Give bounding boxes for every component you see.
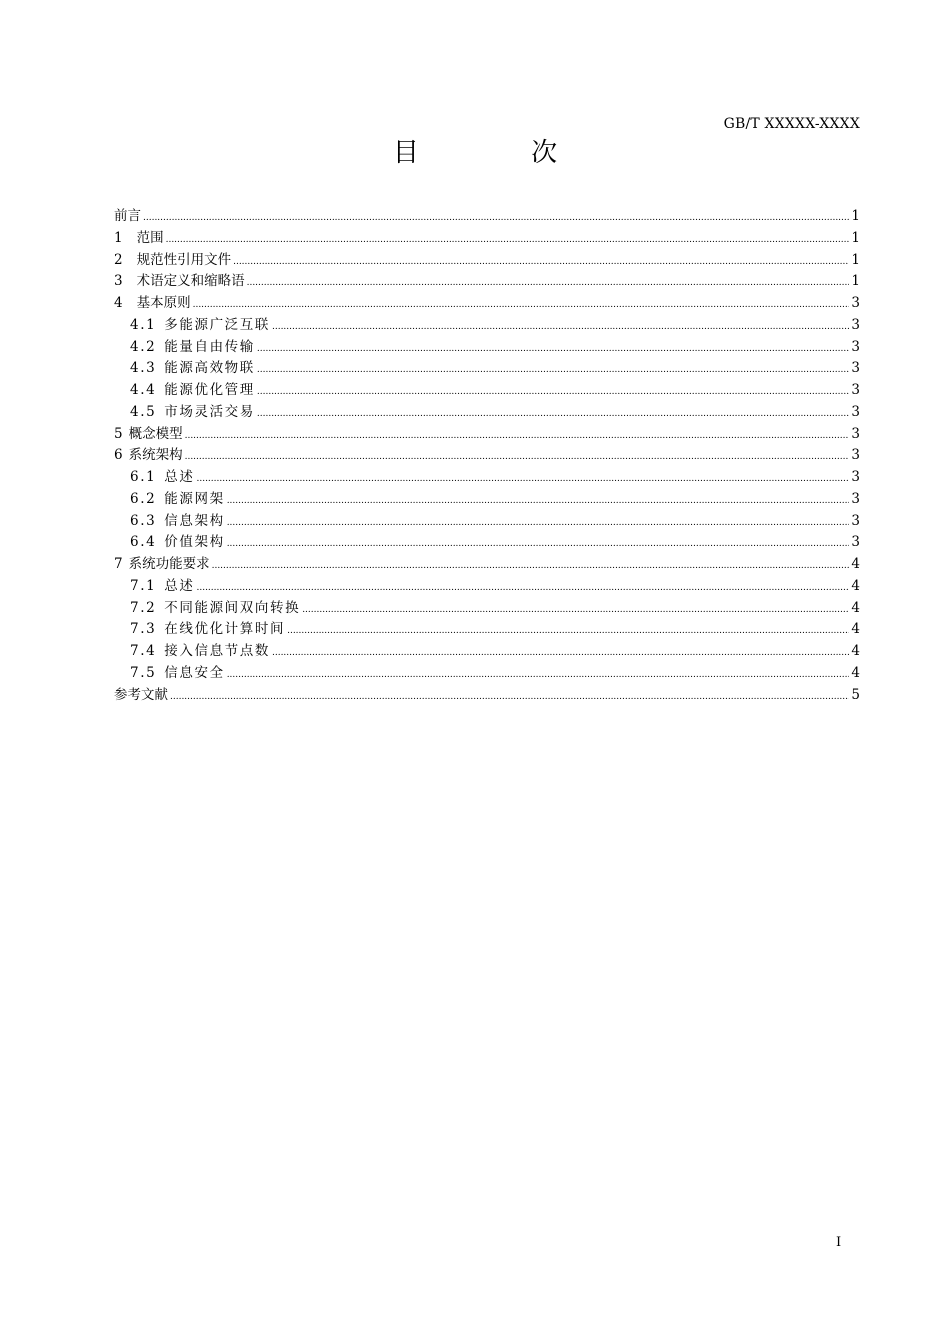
toc-entry-number: 6.4 bbox=[130, 534, 157, 551]
toc-dot-leader bbox=[196, 467, 849, 489]
toc-entry-title: 信息架构 bbox=[164, 512, 225, 529]
toc-entry[interactable] bbox=[114, 424, 860, 446]
toc-entry-title: 规范性引用文件 bbox=[136, 251, 232, 268]
toc-entry-page: 1 bbox=[851, 251, 860, 268]
toc-entry-title: 信息安全 bbox=[164, 664, 225, 681]
toc-dot-leader bbox=[185, 424, 850, 446]
toc-entry[interactable] bbox=[114, 663, 860, 685]
toc-dot-leader bbox=[287, 619, 849, 641]
toc-entry-title: 前言 bbox=[114, 208, 141, 224]
toc-entry-number: 4.4 bbox=[130, 382, 157, 398]
toc-entry-number: 6.2 bbox=[130, 490, 157, 507]
toc-entry-number: 7.5 bbox=[130, 664, 157, 681]
toc-entry[interactable] bbox=[114, 380, 860, 402]
toc-entry-number: 2 bbox=[114, 251, 123, 268]
toc-entry-title: 在线优化计算时间 bbox=[164, 621, 286, 638]
toc-entry-page: 1 bbox=[851, 208, 860, 224]
toc-entry[interactable] bbox=[114, 228, 860, 250]
toc-entry-number: 3 bbox=[114, 273, 123, 290]
toc-dot-leader bbox=[227, 532, 850, 554]
toc-entry-number: 5 bbox=[114, 425, 123, 442]
toc-entry-number: 6.1 bbox=[130, 469, 157, 485]
toc-dot-leader bbox=[257, 380, 850, 402]
toc-entry-page: 4 bbox=[851, 599, 860, 616]
toc-entry-page: 3 bbox=[851, 316, 860, 333]
toc-dot-leader bbox=[233, 250, 849, 272]
toc-entry[interactable] bbox=[114, 532, 860, 554]
toc-entry-title: 能量自由传输 bbox=[164, 338, 255, 355]
toc-entry-page: 3 bbox=[851, 382, 860, 398]
toc-entry-number: 4 bbox=[114, 295, 123, 311]
toc-entry[interactable] bbox=[114, 250, 860, 272]
toc-entry-page: 1 bbox=[851, 229, 860, 246]
toc-entry-number: 7.4 bbox=[130, 643, 157, 659]
toc-entry-page: 4 bbox=[851, 577, 860, 594]
toc-entry-page: 3 bbox=[851, 490, 860, 507]
page-number: I bbox=[836, 1235, 842, 1250]
toc-entry-number: 4.2 bbox=[130, 338, 157, 355]
toc-entry[interactable] bbox=[114, 402, 860, 424]
toc-entry-title: 不同能源间双向转换 bbox=[164, 599, 301, 616]
toc-dot-leader bbox=[302, 598, 849, 620]
toc-entry-page: 3 bbox=[851, 360, 860, 377]
toc-dot-leader bbox=[185, 445, 850, 467]
toc-entry-page: 3 bbox=[851, 295, 860, 311]
toc-entry-title: 能源优化管理 bbox=[164, 382, 255, 398]
toc-entry[interactable] bbox=[114, 206, 860, 228]
toc-dot-leader bbox=[143, 206, 849, 228]
toc-entry-page: 3 bbox=[851, 512, 860, 529]
toc-entry[interactable] bbox=[114, 489, 860, 511]
toc-entry-page: 5 bbox=[851, 686, 860, 703]
toc-dot-leader bbox=[166, 228, 850, 250]
toc-entry[interactable] bbox=[114, 554, 860, 576]
toc-entry[interactable] bbox=[114, 315, 860, 337]
toc-entry-title: 接入信息节点数 bbox=[164, 643, 270, 659]
toc-dot-leader bbox=[272, 315, 849, 337]
toc-entry-number: 7.2 bbox=[130, 599, 157, 616]
toc-entry-title: 市场灵活交易 bbox=[164, 403, 255, 420]
toc-entry[interactable] bbox=[114, 467, 860, 489]
toc-entry[interactable] bbox=[114, 337, 860, 359]
toc-entry-title: 能源高效物联 bbox=[164, 360, 255, 377]
toc-entry-page: 1 bbox=[851, 273, 860, 290]
toc-entry-number: 6 bbox=[114, 447, 123, 464]
toc-entry-number: 7.1 bbox=[130, 577, 157, 594]
toc-entry[interactable] bbox=[114, 445, 860, 467]
toc-entry-page: 3 bbox=[851, 447, 860, 464]
toc-dot-leader bbox=[212, 554, 850, 576]
toc-entry[interactable] bbox=[114, 293, 860, 315]
toc-dot-leader bbox=[170, 685, 849, 707]
toc-entry-page: 3 bbox=[851, 425, 860, 442]
toc-entry-number: 6.3 bbox=[130, 512, 157, 529]
toc-entry-page: 4 bbox=[851, 643, 860, 659]
toc-entry[interactable] bbox=[114, 511, 860, 533]
toc-entry-page: 3 bbox=[851, 534, 860, 551]
toc-dot-leader bbox=[196, 576, 849, 598]
toc-entry-title: 基本原则 bbox=[136, 295, 191, 311]
document-code: GB/T XXXXX-XXXX bbox=[723, 116, 860, 132]
toc-entry-title: 概念模型 bbox=[128, 425, 183, 442]
toc-dot-leader bbox=[272, 641, 849, 663]
toc-dot-leader bbox=[257, 402, 850, 424]
toc-entry[interactable] bbox=[114, 619, 860, 641]
toc-dot-leader bbox=[257, 337, 850, 359]
toc-entry-title: 系统功能要求 bbox=[128, 556, 210, 572]
toc-dot-leader bbox=[247, 271, 850, 293]
toc-entry-title: 多能源广泛互联 bbox=[164, 316, 270, 333]
toc-dot-leader bbox=[227, 663, 850, 685]
toc-title: 目 次 bbox=[392, 138, 610, 168]
toc-entry-title: 价值架构 bbox=[164, 534, 225, 551]
toc-entry-title: 系统架构 bbox=[128, 447, 183, 464]
toc-dot-leader bbox=[227, 489, 850, 511]
toc-dot-leader bbox=[257, 358, 850, 380]
table-of-contents bbox=[114, 206, 860, 706]
toc-entry-page: 3 bbox=[851, 403, 860, 420]
toc-entry-page: 3 bbox=[851, 469, 860, 485]
toc-entry[interactable] bbox=[114, 576, 860, 598]
toc-entry-title: 总述 bbox=[164, 577, 195, 594]
toc-entry-page: 4 bbox=[851, 621, 860, 638]
toc-entry[interactable] bbox=[114, 598, 860, 620]
toc-entry-number: 4.3 bbox=[130, 360, 157, 377]
toc-entry[interactable] bbox=[114, 685, 860, 707]
toc-entry-number: 4.1 bbox=[130, 316, 157, 333]
toc-entry-title: 范围 bbox=[136, 229, 164, 246]
toc-entry-title: 总述 bbox=[164, 469, 195, 485]
toc-entry[interactable] bbox=[114, 641, 860, 663]
toc-entry[interactable] bbox=[114, 271, 860, 293]
toc-entry-page: 3 bbox=[851, 338, 860, 355]
toc-dot-leader bbox=[193, 293, 850, 315]
toc-entry-title: 能源网架 bbox=[164, 490, 225, 507]
toc-entry-number: 4.5 bbox=[130, 403, 157, 420]
toc-entry-page: 4 bbox=[851, 556, 860, 572]
toc-entry-title: 术语定义和缩略语 bbox=[136, 273, 245, 290]
toc-dot-leader bbox=[227, 511, 850, 533]
toc-entry-number: 7 bbox=[114, 556, 123, 572]
toc-entry-number: 7.3 bbox=[130, 621, 157, 638]
toc-entry-number: 1 bbox=[114, 229, 123, 246]
toc-entry-page: 4 bbox=[851, 664, 860, 681]
toc-entry-title: 参考文献 bbox=[114, 686, 168, 703]
toc-entry[interactable] bbox=[114, 358, 860, 380]
